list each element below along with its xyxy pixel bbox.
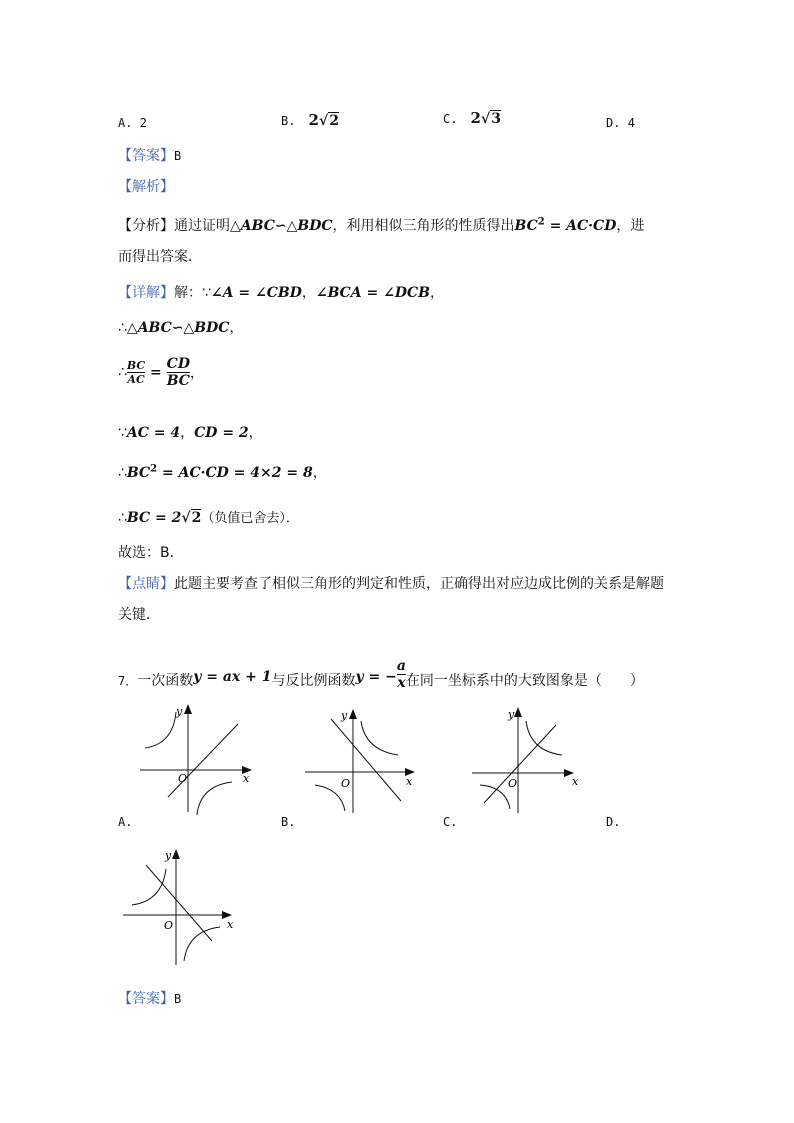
answer-value: B: [174, 149, 182, 163]
detail-cond2: ∠BCA = ∠DCB: [315, 285, 430, 301]
graph-b-label: B.: [281, 815, 296, 829]
comma: ，: [430, 285, 444, 301]
option-c-letter: C.: [443, 112, 458, 126]
fenxi-text1: 通过证明: [174, 218, 230, 234]
graph-b: [303, 705, 423, 815]
q7-inverse-lhs: y = −: [355, 669, 397, 685]
result-radicand: 2: [191, 510, 202, 526]
detail-cond1: ∠A = ∠CBD: [210, 285, 302, 301]
y-axis-label: y: [176, 705, 183, 718]
dianjing-line1: [118, 573, 664, 593]
option-c: C. 2√3: [443, 109, 501, 127]
y-axis-label: y: [165, 849, 172, 862]
q7-number: 7．: [118, 674, 138, 688]
detail-given-line: [118, 422, 263, 442]
answer2-line: [118, 988, 181, 1008]
x-axis-label: x: [227, 918, 234, 931]
q7-text2: 与反比例函数: [271, 673, 356, 689]
q7-frac-num: a: [396, 658, 406, 674]
fenxi-line2: 而得出答案．: [118, 249, 202, 265]
x-axis-label: x: [243, 772, 250, 785]
graph-a: [140, 700, 260, 820]
detail-line2: [118, 317, 243, 337]
option-b-radicand: 2: [329, 113, 339, 129]
calc-lhs: BC: [126, 465, 151, 481]
equals: =: [145, 364, 167, 381]
option-c-coef: 2: [470, 109, 481, 127]
given-ac: AC = 4: [126, 425, 181, 441]
option-d: [606, 116, 635, 130]
graph-c: [470, 703, 585, 815]
x-axis-label: x: [406, 775, 413, 788]
fraction-bc-ac: [127, 359, 145, 386]
q7-text1: 一次函数: [137, 673, 194, 689]
detail-similar: △ABC∽△BDC: [126, 320, 230, 336]
option-a-letter: A.: [118, 116, 133, 130]
fenxi-eq-rhs: = AC·CD: [544, 218, 617, 234]
choose-line: 故选：B．: [118, 545, 184, 561]
comma: ，: [301, 285, 316, 301]
fenxi-eq-lhs: BC: [514, 218, 538, 234]
given-cd: CD = 2: [194, 425, 249, 441]
option-d-value: 4: [627, 116, 635, 130]
answer2-label: 【答案】: [118, 991, 174, 1007]
option-b-coef: 2: [308, 111, 319, 129]
fenxi-eq-exp: 2: [537, 216, 545, 228]
option-b: B. 2√2: [281, 111, 339, 129]
option-c-radicand: 3: [491, 111, 501, 127]
because-symbol: ∵: [202, 285, 211, 301]
origin-label: O: [164, 919, 174, 932]
detail-text1: 解：: [174, 285, 202, 301]
q7-text3: 在同一坐标系中的大致图象是（ ）: [405, 673, 644, 689]
comma: ，: [180, 425, 195, 441]
answer-line: [118, 145, 181, 165]
result-lhs: BC = 2: [126, 510, 182, 526]
fenxi-text3: ，进: [616, 218, 645, 234]
frac2-den: BC: [166, 373, 190, 389]
dianjing-text: 此题主要考查了相似三角形的判定和性质，正确得出对应边成比例的关系是解题: [174, 576, 664, 592]
comma: ，: [312, 465, 327, 481]
q7-inverse-fraction: [397, 658, 406, 691]
frac1-num: BC: [126, 359, 146, 372]
calc-rhs: = AC·CD = 4×2 = 8: [157, 465, 313, 481]
y-axis-label: y: [341, 709, 348, 722]
option-a-value: 2: [139, 116, 147, 130]
comma: ，: [229, 320, 244, 336]
y-axis-label: y: [508, 708, 515, 721]
fenxi-label: 【分析】: [118, 218, 174, 234]
graph-d: [120, 843, 242, 968]
detail-calc-line: [118, 462, 327, 482]
therefore-symbol: ∴: [118, 364, 127, 381]
therefore-symbol: ∴: [118, 320, 127, 336]
graph-c-label: C.: [443, 815, 458, 829]
answer2-value: B: [174, 992, 182, 1006]
detail-label: 【详解】: [118, 285, 174, 301]
origin-label: O: [341, 777, 351, 790]
fraction-cd-bc: [167, 356, 190, 389]
therefore-symbol: ∴: [118, 510, 127, 526]
origin-label: O: [508, 777, 518, 790]
answer-label: 【答案】: [118, 148, 174, 164]
fenxi-line1: [118, 215, 644, 235]
option-b-letter: B.: [281, 114, 296, 128]
option-a: [118, 116, 147, 130]
frac2-num: CD: [166, 356, 190, 372]
because-symbol: ∵: [118, 425, 127, 441]
therefore-symbol: ∴: [118, 465, 127, 481]
graph-a-label: A.: [118, 815, 133, 829]
origin-label: O: [178, 772, 188, 785]
frac1-den: AC: [127, 373, 145, 386]
detail-ratio-line: [118, 356, 204, 389]
fenxi-text2: ，利用相似三角形的性质得出: [332, 218, 515, 234]
option-d-letter: D.: [606, 116, 621, 130]
comma: ，: [189, 365, 204, 382]
detail-result-line: ∴BC = 2√2（负值已舍去）．: [118, 510, 299, 526]
result-note: （负值已舍去）．: [201, 511, 299, 526]
fenxi-similar: △ABC∽△BDC: [230, 218, 333, 234]
detail-line1: [118, 282, 444, 302]
dianjing-label: 【点睛】: [118, 576, 174, 592]
dianjing-line2: 关键．: [118, 607, 160, 623]
graph-d-label: D.: [606, 815, 621, 829]
calc-exp: 2: [150, 463, 158, 475]
q7-frac-den: x: [397, 675, 406, 691]
q7-stem: [118, 658, 644, 691]
q7-linear-fn: y = ax + 1: [193, 669, 272, 685]
analysis-label: 【解析】: [118, 179, 174, 195]
comma: ，: [248, 425, 263, 441]
x-axis-label: x: [572, 775, 579, 788]
